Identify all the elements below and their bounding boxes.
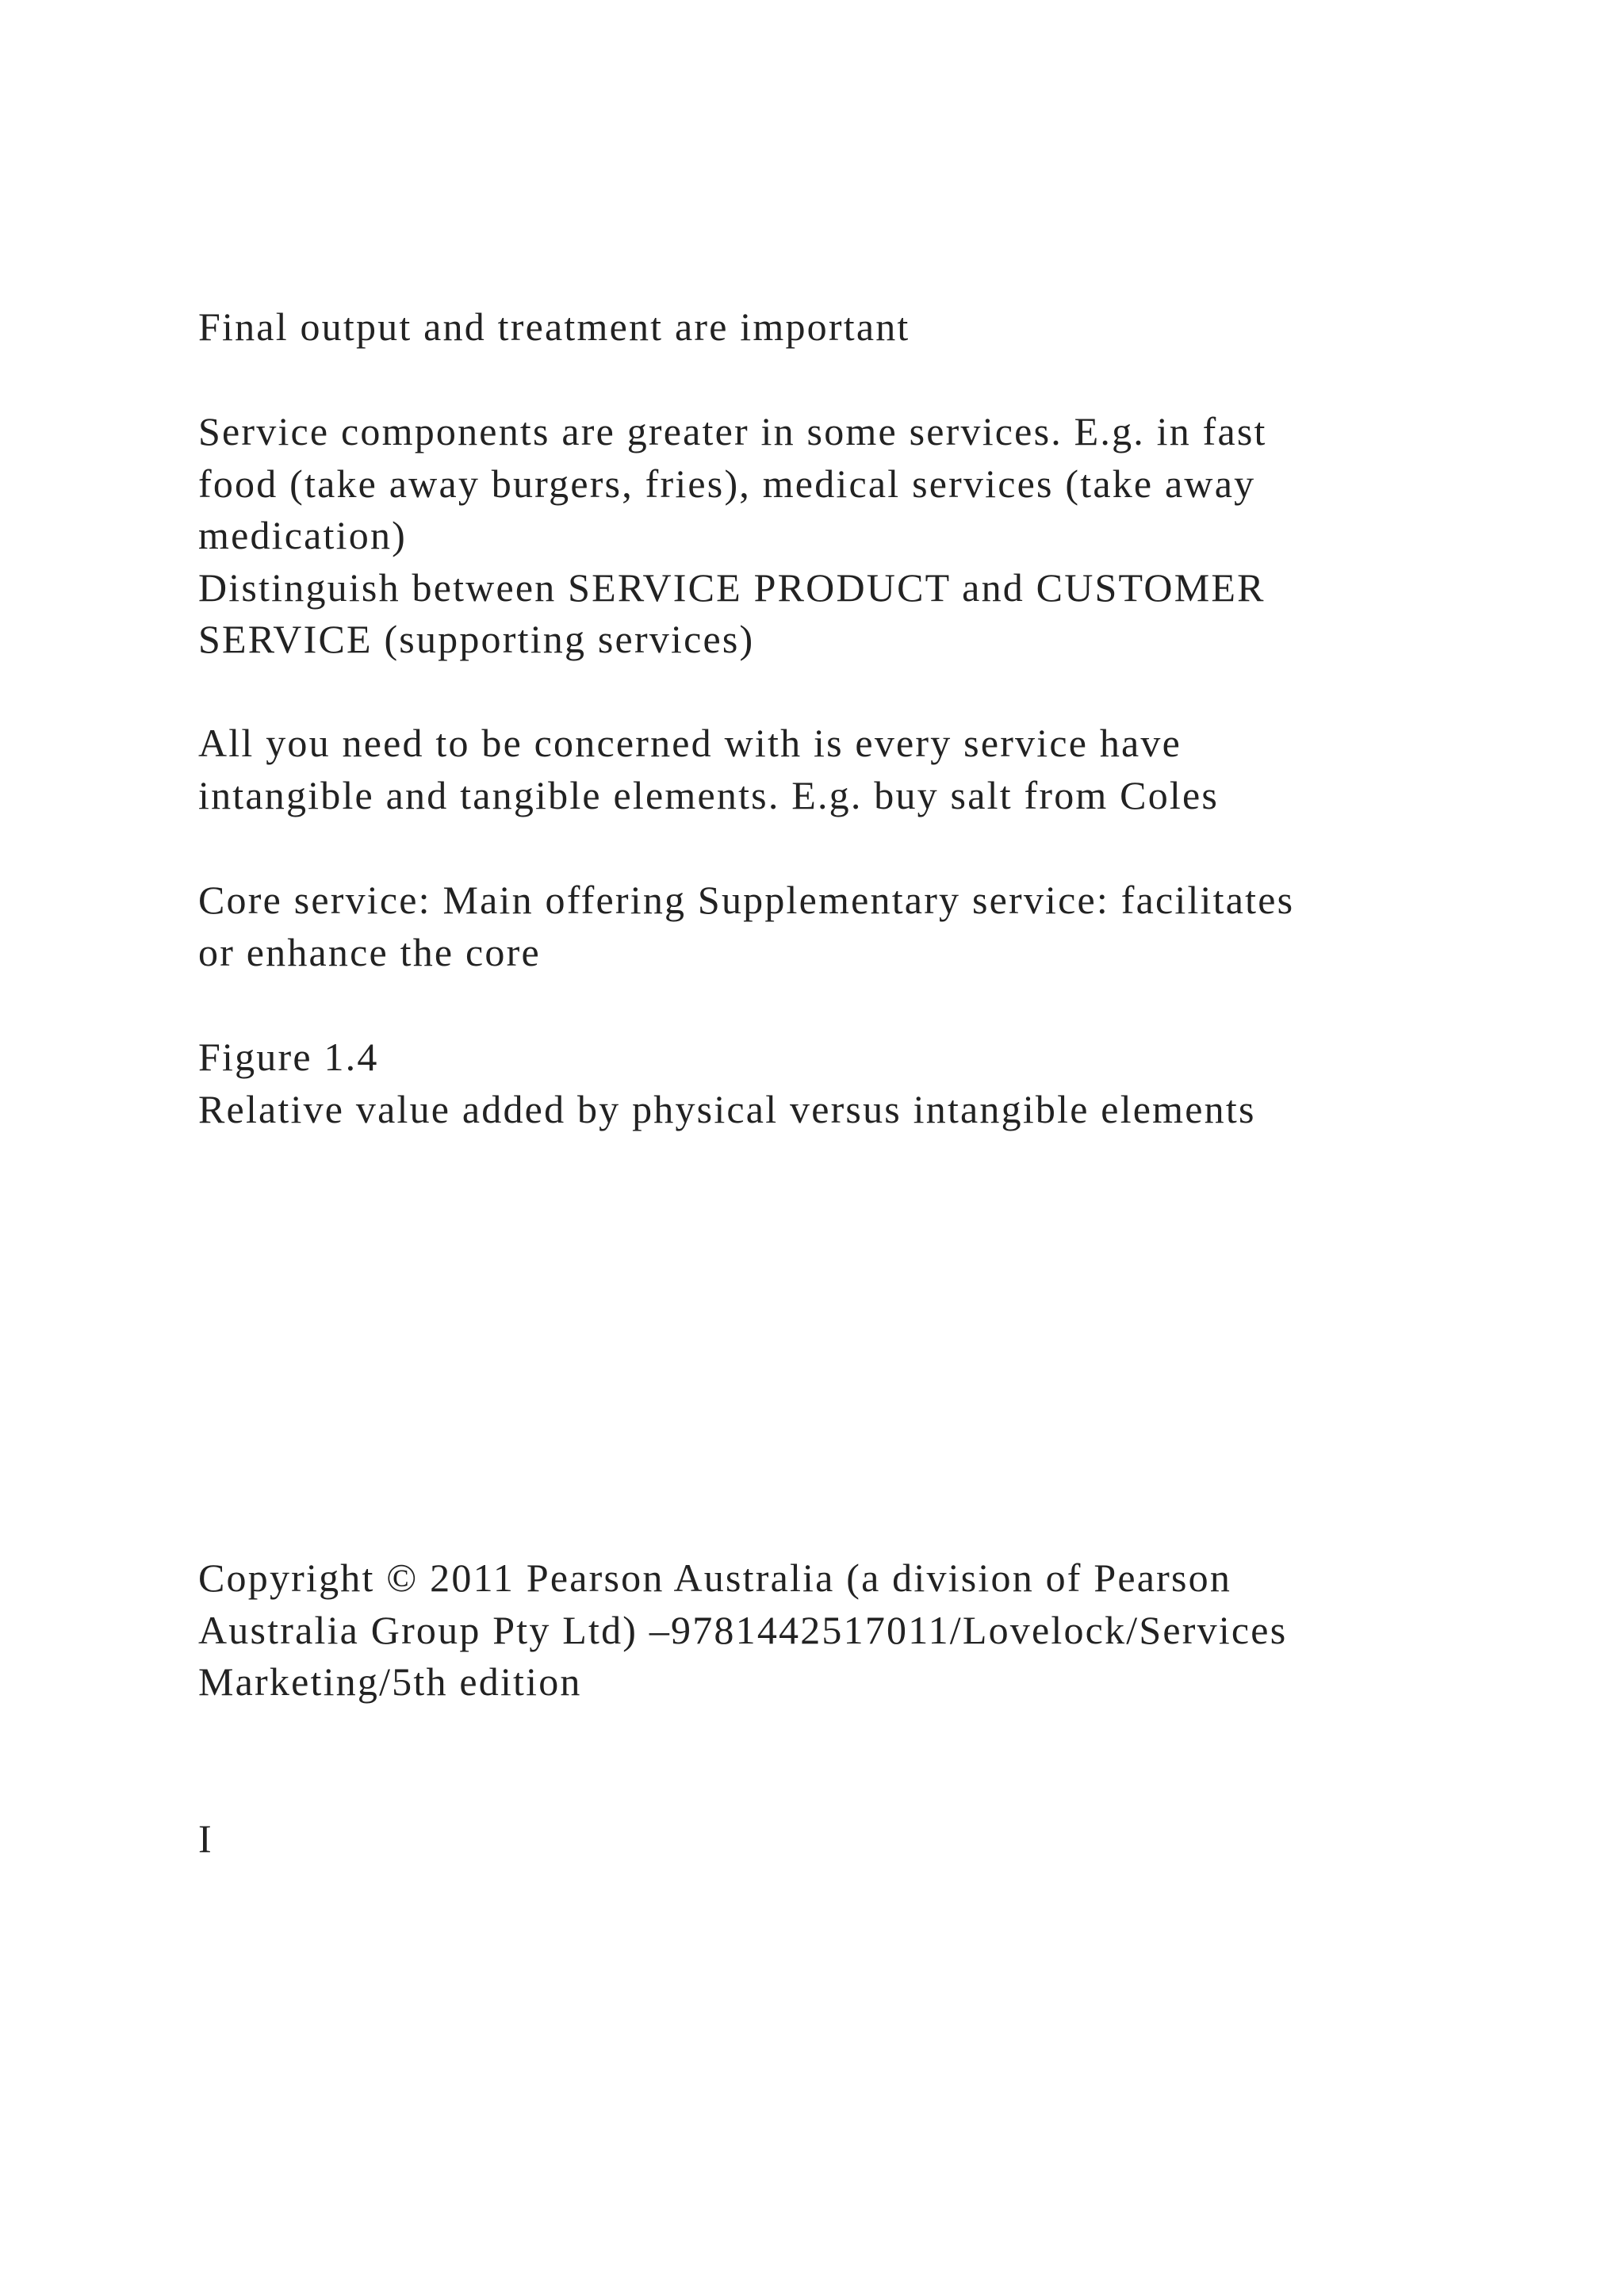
text-line: Copyright © 2011 Pearson Australia (a division of Pearson xyxy=(198,1556,1232,1600)
text-line: Final output and treatment are important xyxy=(198,304,910,349)
figure-caption xyxy=(198,1031,1435,1135)
text-line: Core service: Main offering Supplementary service: facilitates xyxy=(198,878,1295,922)
text-line: or enhance the core xyxy=(198,929,541,974)
paragraph-service-components xyxy=(198,406,1435,666)
text-line: Service components are greater in some services. E.g. in fast xyxy=(198,409,1267,453)
copyright-notice xyxy=(198,1552,1435,1709)
text-line: Australia Group Pty Ltd) –9781442517011/Lovelock/Services xyxy=(198,1607,1288,1652)
paragraph-core-service xyxy=(198,874,1435,978)
figure-title: Relative value added by physical versus intangible elements xyxy=(198,1086,1256,1131)
text-line: medication) xyxy=(198,513,407,557)
text-line: Distinguish between SERVICE PRODUCT and CUSTOMER xyxy=(198,564,1266,610)
text-line: I xyxy=(198,1816,213,1861)
paragraph-tangible-elements xyxy=(198,718,1435,821)
trailing-letter xyxy=(198,1813,1435,1866)
text-line: intangible and tangible elements. E.g. buy salt from Coles xyxy=(198,772,1220,817)
text-line: All you need to be concerned with is every service have xyxy=(198,721,1182,765)
figure-number: Figure 1.4 xyxy=(198,1035,379,1079)
text-line: Marketing/5th edition xyxy=(198,1659,582,1704)
paragraph-final-output xyxy=(198,301,1435,354)
text-line: SERVICE (supporting services) xyxy=(198,617,755,661)
text-line: food (take away burgers, fries), medical services (take away xyxy=(198,461,1256,506)
